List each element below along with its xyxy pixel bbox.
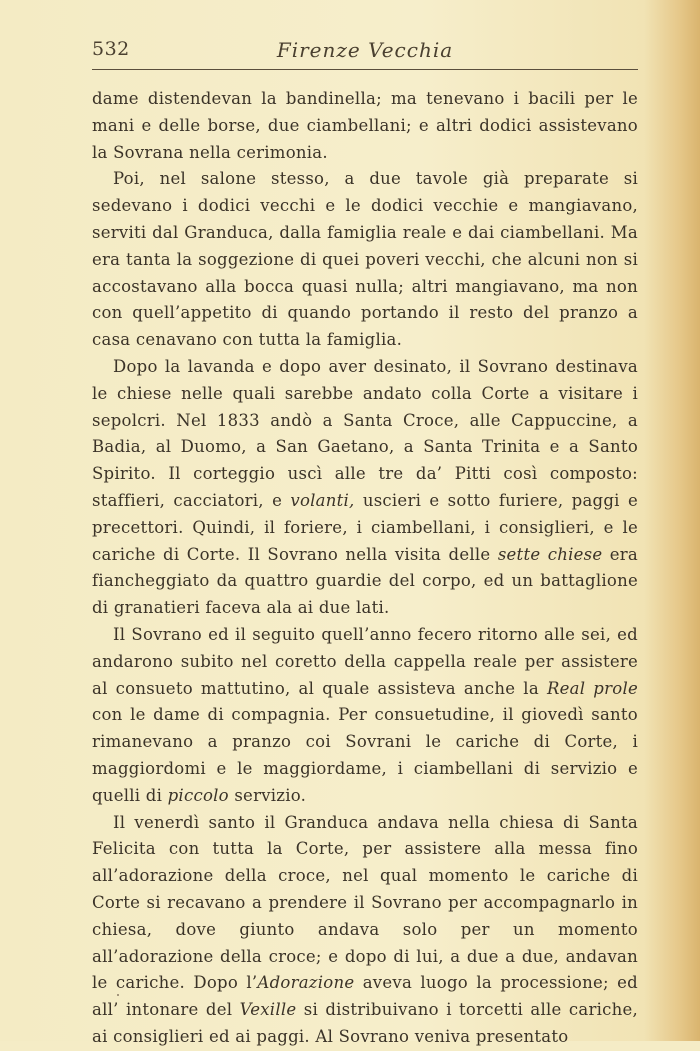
running-title: Firenze Vecchia	[276, 38, 454, 62]
paragraph	[92, 86, 638, 166]
text-run: servizio.	[228, 785, 307, 805]
text-run: dame distendevan la bandinella; ma tenevano i bacili per le mani e delle borse, due ciambellani; e altri dodici assistevano la Sovrana nella cerimonia.	[92, 89, 638, 162]
text-run: uscieri e sotto furiere, paggi e precettori. Quindi, il foriere, i ciambellani, i consiglieri, e le cariche di Corte. Il Sovrano nella visita delle	[92, 490, 639, 564]
paragraph	[92, 622, 638, 810]
paragraph	[92, 354, 638, 622]
italic-run: piccolo	[167, 785, 229, 805]
italic-run: Real prole	[546, 678, 638, 698]
text-run: Il venerdì santo il Granduca andava nella chiesa di Santa Felicita con tutta la Corte, per assistere alla messa fino all’adorazione della croce, nel qual momento le cariche di Corte si recavano a prendere il Sovrano per accompagnarlo in chiesa, dove giunto andava solo per un momento all’adorazione della croce; e dopo di lui, a due a due, andavan le cariche. Dopo l’	[92, 812, 638, 993]
italic-run: Adorazione	[257, 973, 355, 993]
page-number: 532	[92, 38, 130, 60]
paragraph	[92, 810, 638, 1051]
text-run: si distribuivano i torcetti alle cariche, ai consiglieri ed ai paggi. Al Sovrano veniva presentato	[92, 1000, 638, 1046]
paragraph	[92, 166, 638, 354]
body-text	[92, 86, 638, 1051]
header-rule	[92, 69, 638, 70]
page-header	[92, 38, 638, 64]
text-run: Poi, nel salone stesso, a due tavole già preparate si sedevano i dodici vecchi e le dodici vecchie e mangiavano, serviti dal Granduca, dalla famiglia reale e dai ciambellani. Ma era tanta la soggezione di quei poveri vecchi, che alcuni non si accostavano alla bocca quasi nulla; altri mangiavano, ma non con quell’appetito di quando portando il resto del pranzo a casa cenavano con tutta la famiglia.	[92, 169, 638, 350]
text-run: aveva luogo la processione; ed all’ intonare del	[92, 973, 638, 1020]
text-run: Il Sovrano ed il seguito quell’anno fecero ritorno alle sei, ed andarono subito nel coretto della cappella reale per assistere al consueto mattutino, al quale assisteva anche la	[92, 624, 638, 698]
italic-run: volanti,	[290, 490, 355, 510]
italic-run: Vexille	[239, 1000, 297, 1020]
text-run: con le dame di compagnia. Per consuetudine, il giovedì santo rimanevano a pranzo coi Sovrani le cariche di Corte, i maggiordomi e le maggiordame, i ciambellani di servizio e quelli di	[92, 705, 638, 805]
italic-run: sette chiese	[497, 544, 603, 564]
text-run: era fiancheggiato da quattro guardie del corpo, ed un battaglione di granatieri faceva ala ai due lati.	[92, 544, 639, 618]
page-speck	[117, 994, 119, 996]
text-run: Dopo la lavanda e dopo aver desinato, il Sovrano destinava le chiese nelle quali sarebbe andato colla Corte a visitare i sepolcri. Nel 1833 andò a Santa Croce, alle Cappuccine, a Badia, al Duomo, a San Gaetano, a Santa Trinita e a Santo Spirito. Il corteggio uscì alle tre da’ Pitti così composto: staffieri, cacciatori, e	[92, 356, 638, 510]
